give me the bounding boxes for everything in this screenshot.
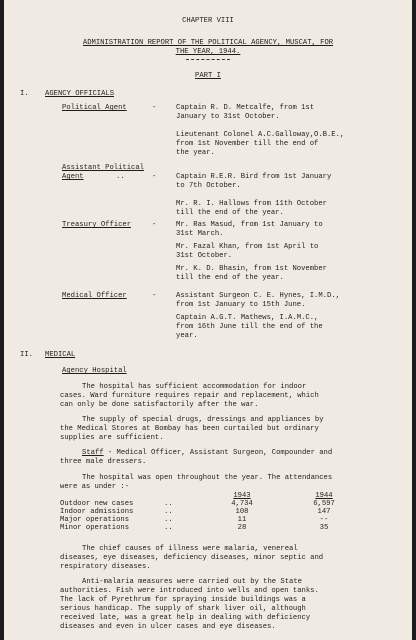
row-label: Indoor admissions bbox=[60, 508, 134, 516]
table-row bbox=[60, 524, 360, 532]
malaria-paragraph-line-3: The lack of Pyrethrum for spraying inside buildings was a bbox=[60, 596, 306, 604]
malaria-paragraph-line-4: serious handicap. The supply of shark liver oil, although bbox=[60, 605, 306, 613]
hospital-paragraph-2-line-3: supplies are sufficient. bbox=[60, 434, 164, 442]
medical-officer-entry-1-cont: from 1st January to 15th June. bbox=[176, 301, 306, 309]
title-rule bbox=[186, 59, 230, 60]
malaria-paragraph-line-6: diseases and even in ulcer cases and eye diseases. bbox=[60, 623, 276, 631]
assistant-political-agent-dots: .. bbox=[116, 173, 125, 181]
row-dots: .. bbox=[164, 508, 173, 516]
row-value-1944: 147 bbox=[317, 508, 331, 516]
section-2-numeral: II. bbox=[20, 351, 33, 359]
attendance-paragraph-line-2: were as under :- bbox=[60, 483, 130, 491]
hospital-paragraph-1-line-3: can only be done satisfactorily after the war. bbox=[60, 401, 259, 409]
treasury-officer-entry-2-cont: 31st October. bbox=[176, 252, 233, 260]
hospital-paragraph-1-line-1: The hospital has sufficient accommodation for indoor bbox=[82, 383, 307, 391]
medical-officer-entry-2-cont: from 16th June till the end of the bbox=[176, 323, 323, 331]
row-dots: .. bbox=[164, 524, 173, 532]
row-label: Outdoor new cases bbox=[60, 500, 134, 508]
report-title-line-2: THE YEAR, 1944. bbox=[175, 48, 241, 56]
medical-officer-dash: - bbox=[152, 292, 157, 300]
row-value-1943: 108 bbox=[235, 508, 249, 516]
assistant-political-agent-label: Assistant Political bbox=[62, 164, 144, 172]
political-agent-entry-1-cont: January to 31st October. bbox=[176, 113, 280, 121]
hospital-paragraph-1-line-2: cases. Ward furniture requires repair and replacement, which bbox=[60, 392, 319, 400]
row-value-1943: 11 bbox=[237, 516, 247, 524]
row-dots: .. bbox=[164, 500, 173, 508]
assistant-political-agent-entry-1: Captain R.E.R. Bird from 1st January bbox=[176, 173, 332, 181]
medical-officer-entry-2-cont2: year. bbox=[176, 332, 198, 340]
part-heading: PART I bbox=[195, 72, 221, 80]
treasury-officer-entry-1-cont: 31st March. bbox=[176, 230, 224, 238]
attendance-paragraph-line-1: The hospital was open throughout the year. The attendances bbox=[82, 474, 333, 482]
political-agent-entry-1: Captain R. D. Metcalfe, from 1st bbox=[176, 104, 315, 112]
document-page bbox=[4, 0, 412, 640]
chapter-heading: CHAPTER VIII bbox=[182, 17, 234, 25]
malaria-paragraph-line-2: authorities. Fish were introduced into wells and open tanks. bbox=[60, 587, 319, 595]
table-row bbox=[60, 500, 360, 508]
row-value-1943: 4,734 bbox=[231, 500, 253, 508]
political-agent-entry-2: Lieutenant Colonel A.C.Galloway,O.B.E., bbox=[176, 131, 345, 139]
report-title-line-1: ADMINISTRATION REPORT OF THE POLITICAL AGENCY, MUSCAT, FOR bbox=[82, 39, 334, 47]
illness-paragraph-line-2: diseases, eye diseases, deficiency diseases, minor septic and bbox=[60, 554, 324, 562]
political-agent-entry-2-cont2: the year. bbox=[176, 149, 215, 157]
row-value-1944: -- bbox=[319, 516, 329, 524]
section-1-numeral: I. bbox=[20, 90, 29, 98]
malaria-paragraph-line-1: Anti-malaria measures were carried out by the State bbox=[82, 578, 302, 586]
staff-text: - Medical Officer, Assistant Surgeon, Compounder and bbox=[103, 449, 333, 457]
treasury-officer-label: Treasury Officer bbox=[62, 221, 132, 229]
medical-officer-entry-2: Captain A.G.T. Mathews, I.A.M.C., bbox=[176, 314, 319, 322]
treasury-officer-entry-3-cont: till the end of the year. bbox=[176, 274, 284, 282]
malaria-paragraph-line-5: received late, was a great help in dealing with deficiency bbox=[60, 614, 311, 622]
section-2-title: MEDICAL bbox=[45, 351, 76, 359]
row-label: Major operations bbox=[60, 516, 130, 524]
assistant-political-agent-entry-2-cont: till the end of the year. bbox=[176, 209, 284, 217]
political-agent-label: Political Agent bbox=[62, 104, 127, 112]
treasury-officer-entry-2: Mr. Fazal Khan, from 1st April to bbox=[176, 243, 319, 251]
hospital-paragraph-2-line-1: The supply of special drugs, dressings and appliances by bbox=[82, 416, 324, 424]
staff-line-1 bbox=[82, 449, 332, 457]
political-agent-entry-2-cont: from 1st November till the end of bbox=[176, 140, 319, 148]
section-1-title: AGENCY OFFICIALS bbox=[45, 90, 115, 98]
assistant-political-agent-entry-2: Mr. R. I. Hallows from 11th October bbox=[176, 200, 327, 208]
illness-paragraph-line-3: respiratory diseases. bbox=[60, 563, 151, 571]
treasury-officer-entry-3: Mr. K. D. Bhasin, from 1st November bbox=[176, 265, 327, 273]
hospital-paragraph-2-line-2: the Medical Stores at Bombay has been curtailed but ordinary bbox=[60, 425, 319, 433]
political-agent-dash: - bbox=[152, 104, 157, 112]
row-label: Minor operations bbox=[60, 524, 130, 532]
year-1944-header: 1944 bbox=[315, 492, 333, 500]
staff-line-2: three male dressers. bbox=[60, 458, 147, 466]
year-1943-header: 1943 bbox=[233, 492, 251, 500]
medical-officer-entry-1: Assistant Surgeon C. E. Hynes, I.M.D., bbox=[176, 292, 340, 300]
row-value-1944: 35 bbox=[319, 524, 329, 532]
row-value-1944: 6,597 bbox=[313, 500, 335, 508]
row-value-1943: 28 bbox=[237, 524, 247, 532]
illness-paragraph-line-1: The chief causes of illness were malaria, venereal bbox=[82, 545, 298, 553]
agency-hospital-subheading: Agency Hospital bbox=[62, 367, 127, 375]
assistant-political-agent-entry-1-cont: to 7th October. bbox=[176, 182, 241, 190]
row-dots: .. bbox=[164, 516, 173, 524]
table-row bbox=[60, 516, 360, 524]
assistant-political-agent-label-cont: Agent bbox=[62, 173, 84, 181]
staff-label: Staff bbox=[82, 449, 104, 457]
treasury-officer-entry-1: Mr. Ras Masud, from 1st January to bbox=[176, 221, 323, 229]
assistant-political-agent-dash: - bbox=[152, 173, 157, 181]
table-row bbox=[60, 508, 360, 516]
medical-officer-label: Medical Officer bbox=[62, 292, 127, 300]
treasury-officer-dash: - bbox=[152, 221, 157, 229]
